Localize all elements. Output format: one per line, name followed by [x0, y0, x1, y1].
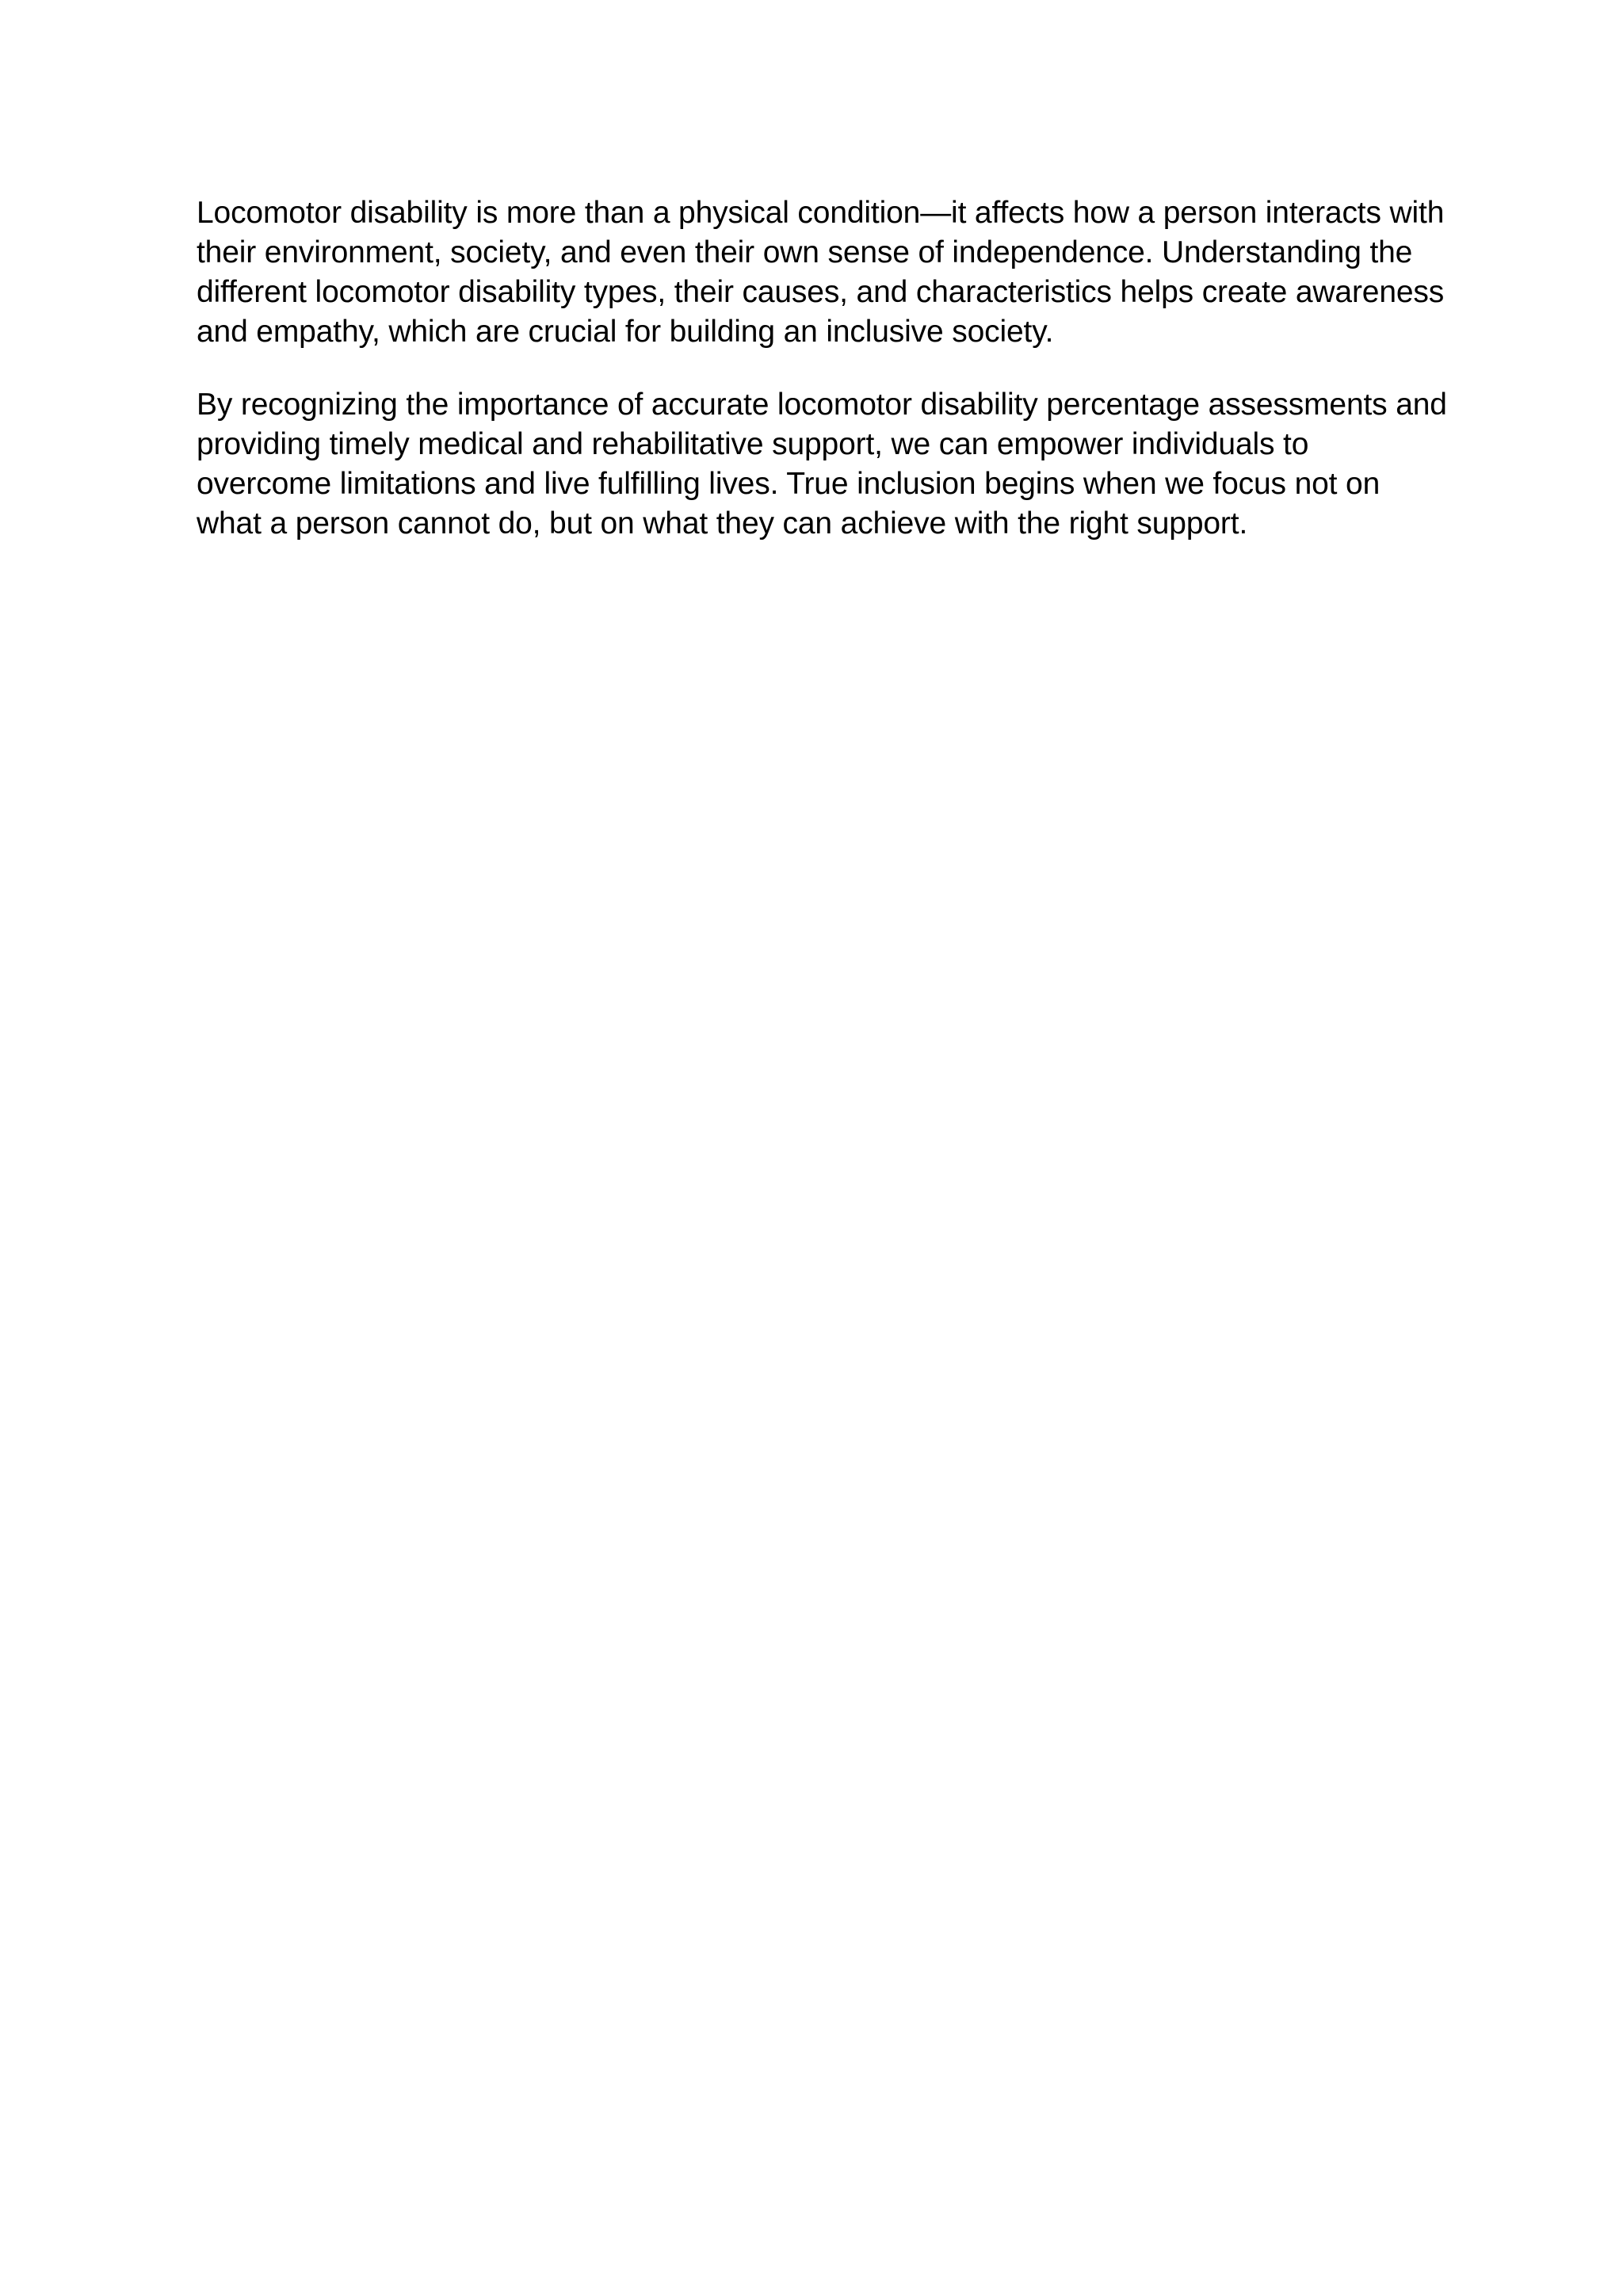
paragraph: By recognizing the importance of accurate locomotor disability percentage assessments and providing timely medical and rehabilitative support, we can empower individuals to overcome limitations and live fulfilling lives. True inclusion begins when we focus not on what a person cannot do, but on what they can achieve with the right support. [197, 388, 1447, 541]
paragraph: Locomotor disability is more than a physical condition—it affects how a person interacts with their environment, society, and even their own sense of independence. Understanding the different locomotor disability types, their causes, and characteristics helps create awareness and empathy, which are crucial for building an inclusive society. [197, 196, 1445, 349]
document-body [197, 193, 1449, 577]
